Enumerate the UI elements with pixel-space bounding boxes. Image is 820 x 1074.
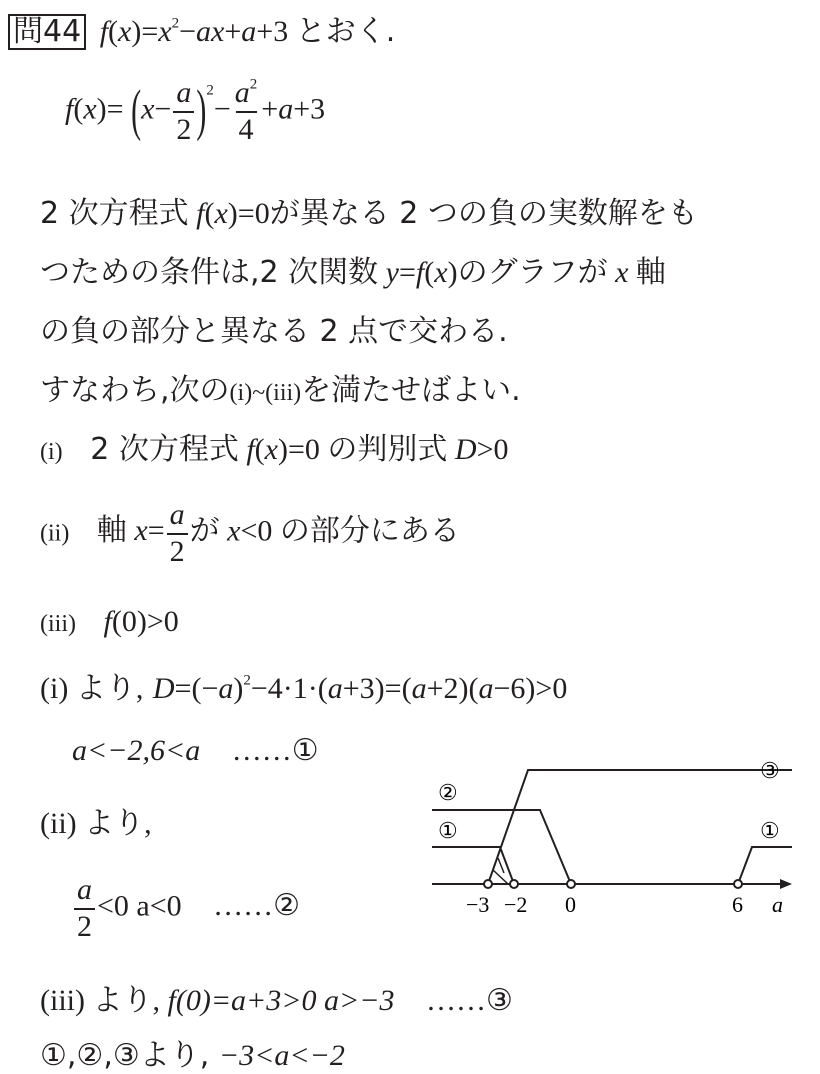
point-minus2 xyxy=(510,880,518,888)
condition-3: (iii) f(0)>0 xyxy=(40,605,179,638)
para-line-4: すなわち,次の(i)~(iii)を満たせばよい. xyxy=(40,373,521,408)
tick-label-minus2: −2 xyxy=(504,892,528,917)
region-label-3: ③ xyxy=(760,760,780,783)
tick-label-6: 6 xyxy=(732,892,743,917)
range-1: a<−2,6<a ……① xyxy=(72,734,319,767)
problem-header: 問44 $f(x)=x^2-ax+a+3$ とおく. xyxy=(8,6,395,50)
problem-label: 問44 xyxy=(8,14,86,50)
hatch-line xyxy=(493,870,508,884)
region-label-1-left: ① xyxy=(438,818,458,843)
para-line-1: 2 次方程式 f(x)=0が異なる 2 つの負の実数解をも xyxy=(40,196,698,231)
region-label-1-right: ① xyxy=(760,818,780,843)
axis-label: a xyxy=(772,892,783,917)
point-6 xyxy=(734,880,742,888)
frac-a-over-2: $\frac{a}{2}$ xyxy=(173,78,194,145)
region-1-right-line xyxy=(738,847,792,884)
frac-a2-over-4: $\frac{a^2}{4}$ xyxy=(234,76,258,146)
tick-label-minus3: −3 xyxy=(466,892,490,917)
range-2: $\frac{a}{2}$ <0 a<0 ……② xyxy=(72,875,300,942)
condition-1: (i) 2 次方程式 f(x)=0 の判別式 D>0 xyxy=(40,432,509,467)
region-3-line xyxy=(488,770,792,884)
para-line-3: の負の部分と異なる 2 点で交わる. xyxy=(40,314,508,349)
step-2: (ii) より, xyxy=(40,807,152,840)
condition-2: (ii) 軸 x= $\frac{a}{2}$ が x<0 の部分にある xyxy=(40,498,460,568)
function-definition: f xyxy=(99,15,109,48)
hatch-line xyxy=(498,858,504,873)
point-0 xyxy=(567,880,575,888)
axis-arrow xyxy=(780,879,792,889)
para-line-2: つための条件は,2 次関数 y=f(x)のグラフが x 軸 xyxy=(40,255,666,290)
tick-label-0: 0 xyxy=(565,892,576,917)
conclusion: ①,②,③より, −3<a<−2 xyxy=(40,1038,345,1073)
step-1: (i) より, $D=(-a)^2-4\cdot 1\cdot(a+3)=(a+2)(a-6)>0$ xyxy=(40,672,568,705)
intro-tail: とおく. xyxy=(295,14,396,49)
region-label-2: ② xyxy=(438,780,458,805)
number-line-diagram xyxy=(400,760,820,940)
step-3: (iii) より, f(0)=a+3>0 a>−3 ……③ xyxy=(40,984,513,1017)
completed-square: f(x)= (x− $\frac{a}{2}$ )$^2$− $\frac{a^2}{4}$ +a+3 xyxy=(65,76,326,146)
point-minus3 xyxy=(484,880,492,888)
